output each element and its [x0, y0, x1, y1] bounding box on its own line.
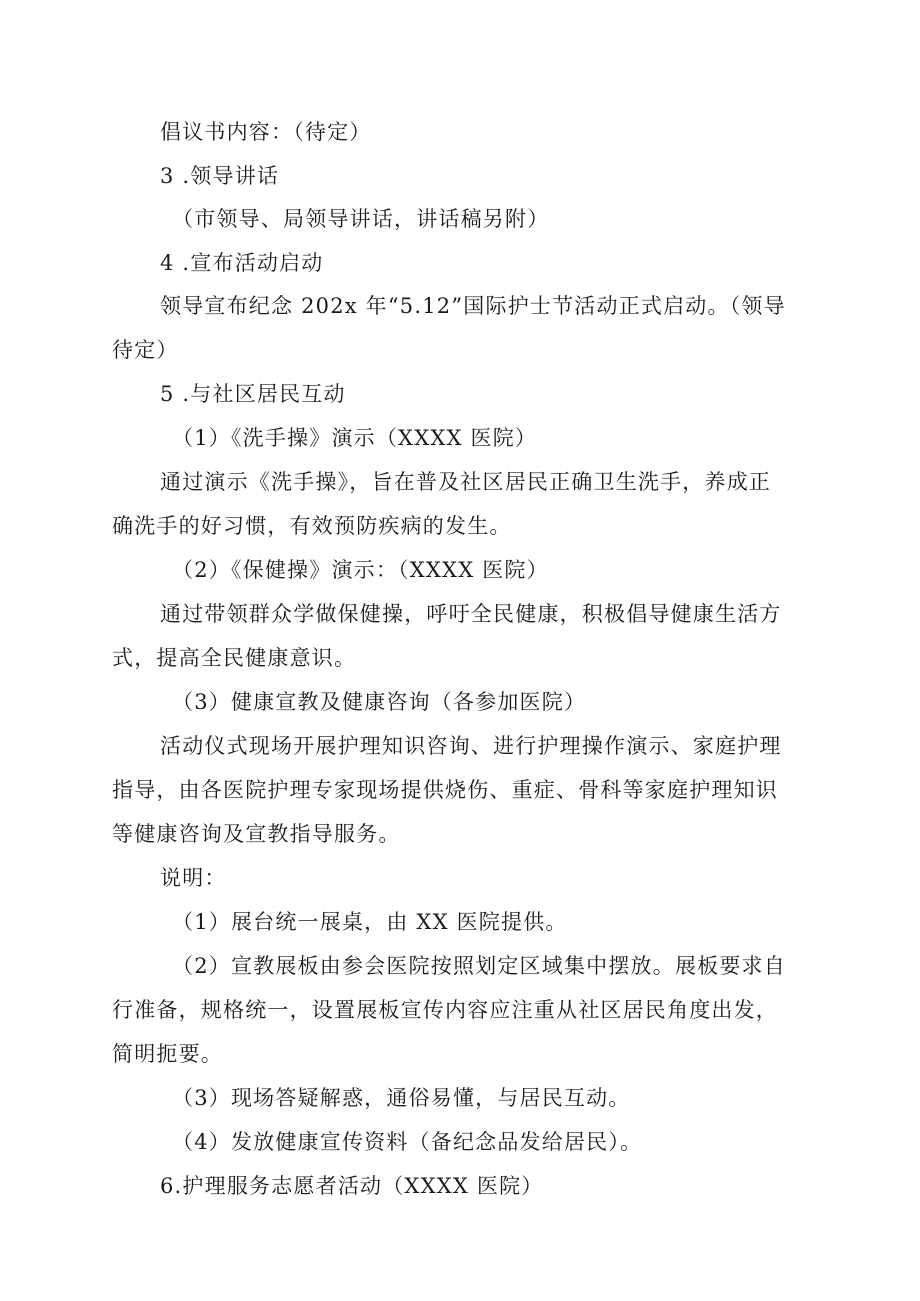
subheading-handwashing: （1）《洗手操》演示（XXXX 医院） [172, 426, 538, 450]
text-line-proposal-content: 倡议书内容：（待定） [160, 120, 372, 144]
paragraph-line: 简明扼要。 [112, 1042, 223, 1066]
section-heading-launch: 4 .宣布活动启动 [160, 251, 324, 275]
paragraph-line: 指导，由各医院护理专家现场提供烧伤、重症、骨科等家庭护理知识 [112, 778, 778, 802]
note-item: （2）宣教展板由参会医院按照划定区域集中摆放。展板要求自 [172, 954, 786, 978]
paragraph-line: 确洗手的好习惯，有效预防疾病的发生。 [112, 514, 512, 538]
paragraph-line: 式，提高全民健康意识。 [112, 646, 357, 670]
notes-heading: 说明： [160, 866, 227, 890]
section-heading-leader-speech: 3 .领导讲话 [160, 164, 280, 188]
subheading-health-exercise: （2）《保健操》演示：（XXXX 医院） [172, 558, 549, 582]
paragraph-line: 通过带领群众学做保健操，呼吁全民健康，积极倡导健康生活方 [160, 602, 782, 626]
section-heading-community-interaction: 5 .与社区居民互动 [160, 382, 346, 406]
text-line-speech-note: （市领导、局领导讲话，讲话稿另附） [172, 207, 550, 231]
paragraph-line: 活动仪式现场开展护理知识咨询、进行护理操作演示、家庭护理 [160, 734, 782, 758]
subheading-health-consultation: （3）健康宣教及健康咨询（各参加医院） [172, 690, 587, 714]
section-heading-volunteer: 6.护理服务志愿者活动（XXXX 医院） [160, 1174, 544, 1198]
paragraph-line: 等健康咨询及宣教指导服务。 [112, 822, 401, 846]
note-item: （1）展台统一展桌，由 XX 医院提供。 [172, 910, 568, 934]
paragraph-line: 通过演示《洗手操》，旨在普及社区居民正确卫生洗手，养成正 [160, 470, 772, 494]
paragraph-line: 行准备，规格统一，设置展板宣传内容应注重从社区居民角度出发， [112, 998, 778, 1022]
paragraph-line: 领导宣布纪念 202x 年“5.12”国际护士节活动正式启动。（领导 [160, 294, 786, 318]
note-item: （3）现场答疑解惑，通俗易懂，与居民互动。 [172, 1086, 631, 1110]
paragraph-line: 待定） [112, 338, 179, 362]
note-item: （4）发放健康宣传资料（备纪念品发给居民）。 [172, 1130, 643, 1154]
